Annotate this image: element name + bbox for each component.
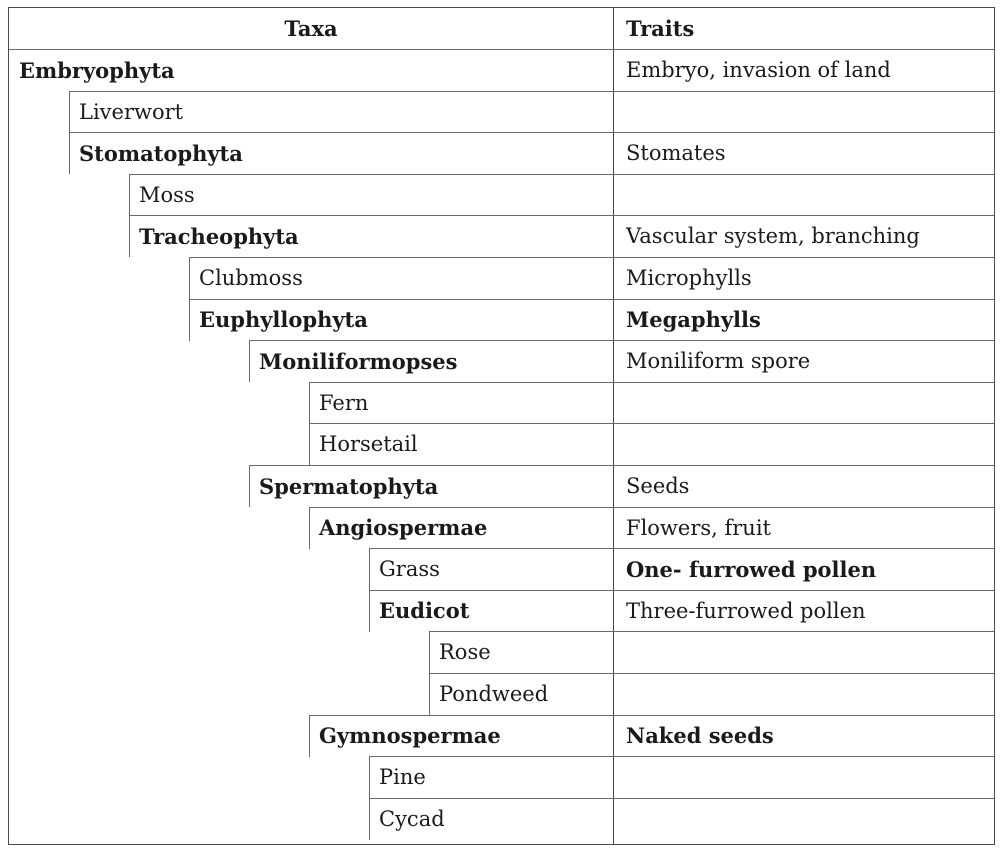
taxon-name: Pondweed [439,682,549,706]
trait-text: Three-furrowed pollen [626,598,866,623]
table-row [9,756,994,798]
table-row [9,715,994,757]
taxon-name: Liverwort [79,99,184,124]
table-row [9,257,994,299]
table-row [9,299,994,341]
indent-line [189,257,190,299]
indent-line [429,631,430,673]
indent-line [69,132,70,174]
indent-line [189,299,190,341]
taxa-traits-table [8,7,995,845]
trait-text: One- furrowed pollen [626,556,877,582]
indent-line [129,174,130,216]
taxon-name: Tracheophyta [139,223,299,249]
taxon-name: Euphyllophyta [199,307,368,333]
taxon-name: Clubmoss [199,266,303,290]
table-row [9,590,994,632]
table-row [9,382,994,424]
taxon-name: Stomatophyta [79,140,243,166]
taxon-name: Gymnospermae [319,723,501,749]
indent-line [69,91,70,133]
row-separator [129,174,613,175]
table-row [9,507,994,549]
taxon-name: Moss [139,182,195,207]
indent-line [309,715,310,757]
trait-text: Flowers, fruit [626,515,771,540]
indent-line [369,798,370,840]
row-separator [613,423,994,424]
row-separator [613,174,994,175]
taxon-name: Spermatophyta [259,473,439,499]
trait-text: Microphylls [626,266,752,290]
trait-text: Embryo, invasion of land [626,58,891,82]
taxon-name: Pine [379,765,426,790]
indent-line [249,465,250,507]
taxon-name: Grass [379,557,440,582]
taxon-name: Moniliformopses [259,348,458,374]
table-row [9,798,994,840]
trait-text: Seeds [626,474,690,498]
table-row [9,673,994,715]
indent-line [309,507,310,549]
taxon-name: Eudicot [379,598,470,624]
table-row [9,465,994,507]
indent-line [369,590,370,632]
indent-line [429,673,430,715]
taxon-name: Cycad [379,806,445,831]
table-row [9,548,994,590]
indent-line [369,548,370,590]
table-row [9,340,994,382]
table-row [9,91,994,133]
indent-line [369,756,370,798]
header-traits: Traits [626,16,695,41]
row-separator [613,382,994,383]
row-separator [613,91,994,92]
trait-text: Moniliform spore [626,349,811,374]
indent-line [249,340,250,382]
header-taxa: Taxa [284,16,338,41]
trait-text: Stomates [626,141,726,166]
row-separator [613,673,994,674]
indent-line [309,382,310,424]
table-row [9,174,994,216]
row-separator [613,798,994,799]
taxon-name: Angiospermae [319,515,488,541]
indent-line [309,423,310,465]
table-row [9,631,994,673]
taxon-name: Embryophyta [19,57,175,83]
table-row [9,49,994,91]
indent-line [129,215,130,257]
trait-text: Vascular system, branching [626,224,920,249]
trait-text: Naked seeds [626,723,774,749]
taxon-name: Fern [319,390,369,415]
row-separator [613,631,994,632]
row-separator [613,756,994,757]
table-row [9,423,994,465]
taxon-name: Horsetail [319,432,418,457]
taxon-name: Rose [439,640,491,665]
trait-text: Megaphylls [626,307,761,333]
table-row [9,215,994,257]
table-row [9,132,994,174]
